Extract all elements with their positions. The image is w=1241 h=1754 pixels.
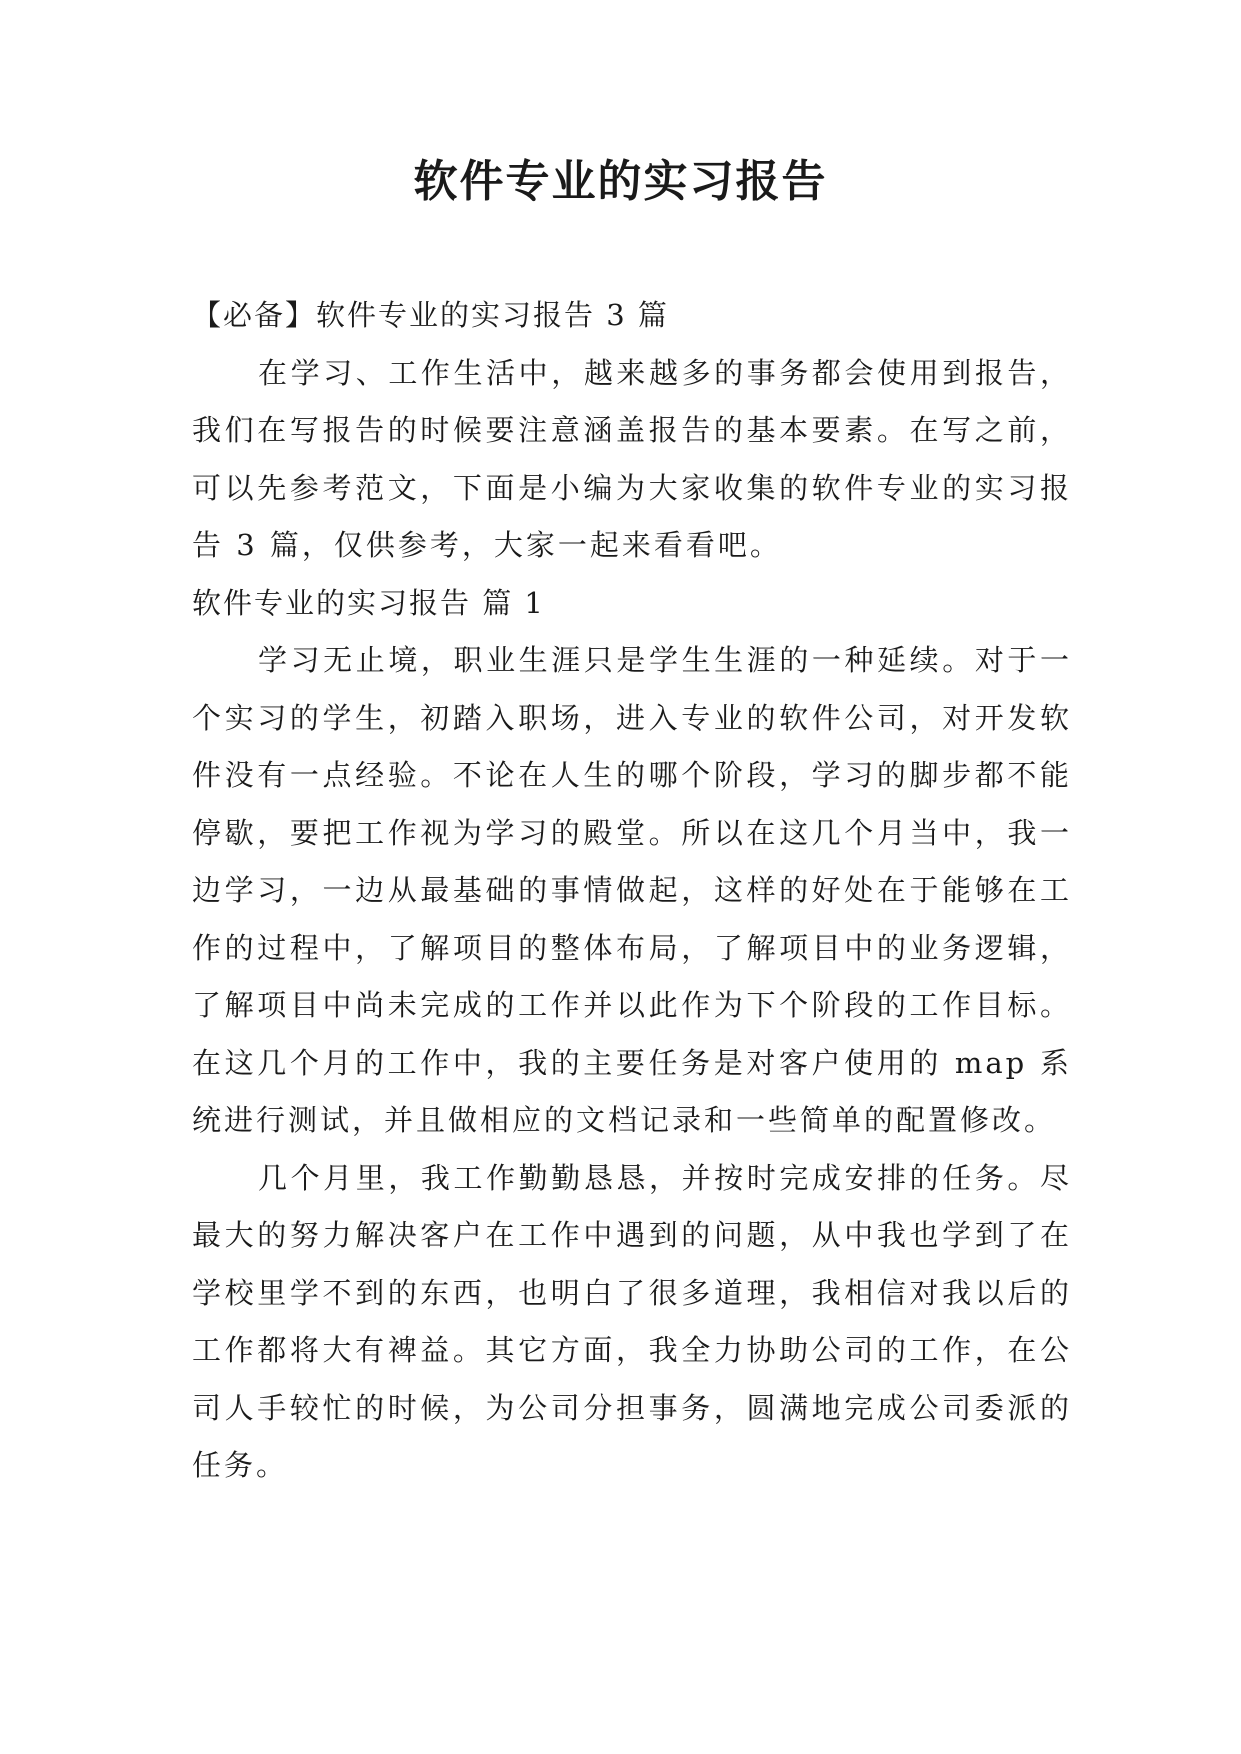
intro-paragraph: 在学习、工作生活中，越来越多的事务都会使用到报告，我们在写报告的时候要注意涵盖报告的基本要素。在写之前，可以先参考范文，下面是小编为大家收集的软件专业的实习报告 3 篇，仅供参考，大家一起来看看吧。 bbox=[192, 355, 1072, 562]
document-subtitle: 【必备】软件专业的实习报告 3 篇 bbox=[192, 298, 669, 332]
body-paragraph: 几个月里，我工作勤勤恳恳，并按时完成安排的任务。尽最大的努力解决客户在工作中遇到的问题，从中我也学到了在学校里学不到的东西，也明白了很多道理，我相信对我以后的工作都将大有裨益。其它方面，我全力协助公司的工作，在公司人手较忙的时候，为公司分担事务，圆满地完成公司委派的任务。 bbox=[192, 1160, 1072, 1482]
section-heading: 软件专业的实习报告 篇 1 bbox=[192, 585, 545, 620]
document-body bbox=[192, 287, 1072, 1495]
body-paragraph: 学习无止境，职业生涯只是学生生涯的一种延续。对于一个实习的学生，初踏入职场，进入专业的软件公司，对开发软件没有一点经验。不论在人生的哪个阶段，学习的脚步都不能停歇，要把工作视为学习的殿堂。所以在这几个月当中，我一边学习，一边从最基础的事情做起，这样的好处在于能够在工作的过程中，了解项目的整体布局，了解项目中的业务逻辑，了解项目中尚未完成的工作并以此作为下个阶段的工作目标。在这几个月的工作中，我的主要任务是对客户使用的 map 系统进行测试，并且做相应的文档记录和一些简单的配置修改。 bbox=[192, 643, 1072, 1137]
document-title: 软件专业的实习报告 bbox=[413, 156, 828, 207]
